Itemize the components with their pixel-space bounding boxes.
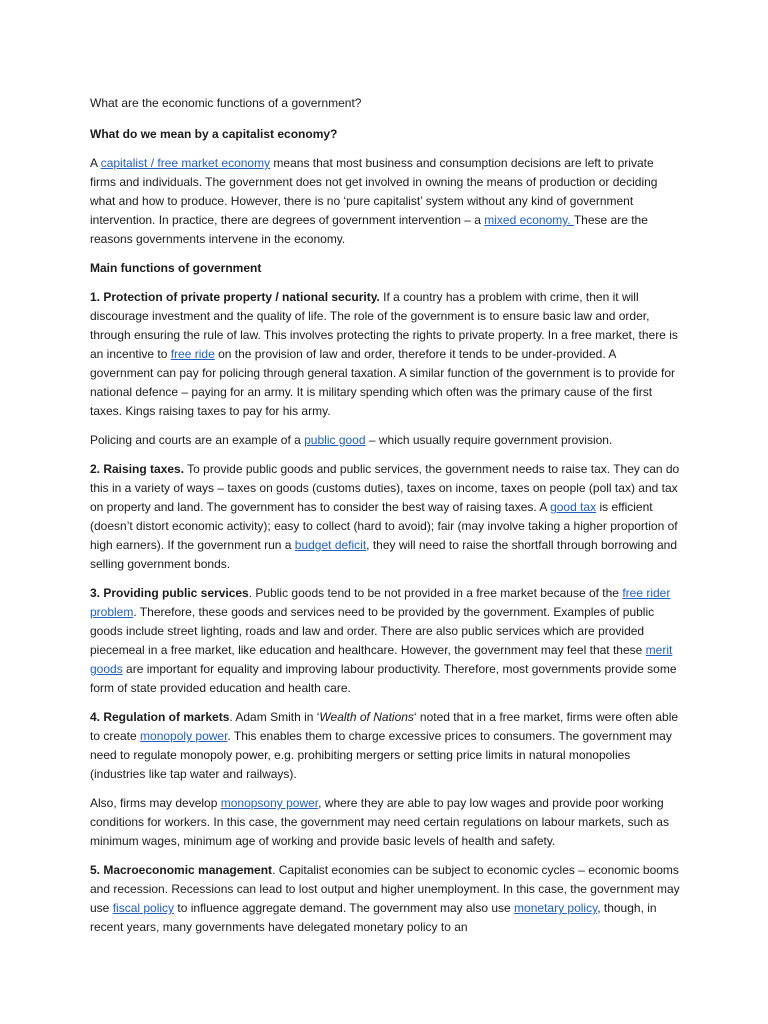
section-macroeconomic-management <box>90 861 680 937</box>
text: If a country has a problem with crime, then it will discourage investment and the quality of life. The role of the government is to ensure basic law and order, through ensuring the rule of law. This involves protecting the rights to private property. In a free market, there is an incentive to <box>90 290 678 361</box>
text: A <box>90 156 101 170</box>
text: – which usually require government provision. <box>365 433 613 447</box>
link-monetary-policy[interactable]: monetary policy <box>514 901 598 915</box>
text: , they will need to raise the shortfall through borrowing and selling government bonds. <box>90 538 678 571</box>
section-heading: 3. Providing public services <box>90 586 249 600</box>
book-title: Wealth of Nations <box>319 710 414 724</box>
link-capitalist-free-market-economy[interactable]: capitalist / free market economy <box>100 156 271 170</box>
link-monopsony-power[interactable]: monopsony power <box>220 796 319 810</box>
link-monopoly-power[interactable]: monopoly power <box>140 729 228 743</box>
text: is efficient (doesn’t distort economic activity); easy to collect (hard to avoid); fair (may involve taking a higher proportion of high earners). If the government run a <box>90 500 678 552</box>
section-protection-of-property <box>90 288 680 421</box>
text: Policing and courts are an example of a <box>90 433 305 447</box>
heading-capitalist-economy: What do we mean by a capitalist economy? <box>90 127 338 141</box>
paragraph-monopsony <box>90 794 680 851</box>
link-budget-deficit[interactable]: budget deficit <box>294 538 367 552</box>
section-heading: 4. Regulation of markets <box>90 710 230 724</box>
link-merit-goods[interactable]: merit goods <box>90 643 673 676</box>
text: on the provision of law and order, therefore it tends to be under-provided. A government can pay for policing through general taxation. A similar function of the government is to provide for national defence – paying for an army. It is military spending which often was the primary cause of the first taxes. Kings raising taxes to pay for his army. <box>90 347 675 418</box>
link-good-tax[interactable]: good tax <box>550 500 597 514</box>
document-title: What are the economic functions of a government? <box>90 96 362 110</box>
text: , where they are able to pay low wages and provide poor working conditions for workers. In this case, the government may need certain regulations on labour markets, such as minimum wages, minimum age of working and provide basic levels of health and safety. <box>90 796 669 848</box>
link-fiscal-policy[interactable]: fiscal policy <box>112 901 175 915</box>
section-raising-taxes <box>90 460 680 574</box>
text: . Public goods tend to be not provided in a free market because of the <box>248 586 623 600</box>
text: means that most business and consumption decisions are left to private firms and individuals. The government does not get involved in owning the means of production or deciding what and how to produce. However, there is no ‘pure capitalist’ system without any kind of government intervention. In practice, there are degrees of government intervention – a <box>90 156 658 227</box>
section-heading: 5. Macroeconomic management <box>90 863 273 877</box>
link-free-rider-problem[interactable]: free rider problem <box>90 586 671 619</box>
text: To provide public goods and public services, the government needs to raise tax. They can do this in a variety of ways – taxes on goods (customs duties), taxes on income, taxes on people (poll tax) and tax on property and land. The government has to consider the best way of raising taxes. A <box>90 462 680 514</box>
text: . Adam Smith in ‘ <box>229 710 320 724</box>
heading-main-functions: Main functions of government <box>90 261 262 275</box>
text: , though, in recent years, many governments have delegated monetary policy to an <box>90 901 657 934</box>
text: to influence aggregate demand. The government may also use <box>174 901 515 915</box>
text: ‘ noted that in a free market, firms were often able to create <box>90 710 679 743</box>
text: . Capitalist economies can be subject to economic cycles – economic booms and recession. Recessions can lead to lost output and higher unemployment. In this case, the government may use <box>90 863 680 915</box>
paragraph-policing <box>90 431 680 450</box>
text: . This enables them to charge excessive prices to consumers. The government may need to regulate monopoly power, e.g. prohibiting mergers or setting price limits in natural monopolies (industries like tap water and railways). <box>90 729 672 781</box>
section-heading: 1. Protection of private property / national security. <box>90 290 380 304</box>
section-heading: 2. Raising taxes. <box>90 462 185 476</box>
text: . Therefore, these goods and services need to be provided by the government. Examples of public goods include street lighting, roads and law and order. There are also public services which are provided piecemeal in a free market, like education and healthcare. However, the government may feel that these <box>90 605 655 657</box>
link-mixed-economy[interactable]: mixed economy. <box>484 213 574 227</box>
text: These are the reasons governments intervene in the economy. <box>90 213 648 246</box>
section-public-services <box>90 584 680 698</box>
text: Also, firms may develop <box>90 796 221 810</box>
link-public-good[interactable]: public good <box>304 433 366 447</box>
text: are important for equality and improving labour productivity. Therefore, most governments provide some form of state provided education and health care. <box>90 662 677 695</box>
link-free-ride[interactable]: free ride <box>170 347 215 361</box>
section-regulation-of-markets <box>90 708 680 784</box>
paragraph-capitalist <box>90 154 680 249</box>
